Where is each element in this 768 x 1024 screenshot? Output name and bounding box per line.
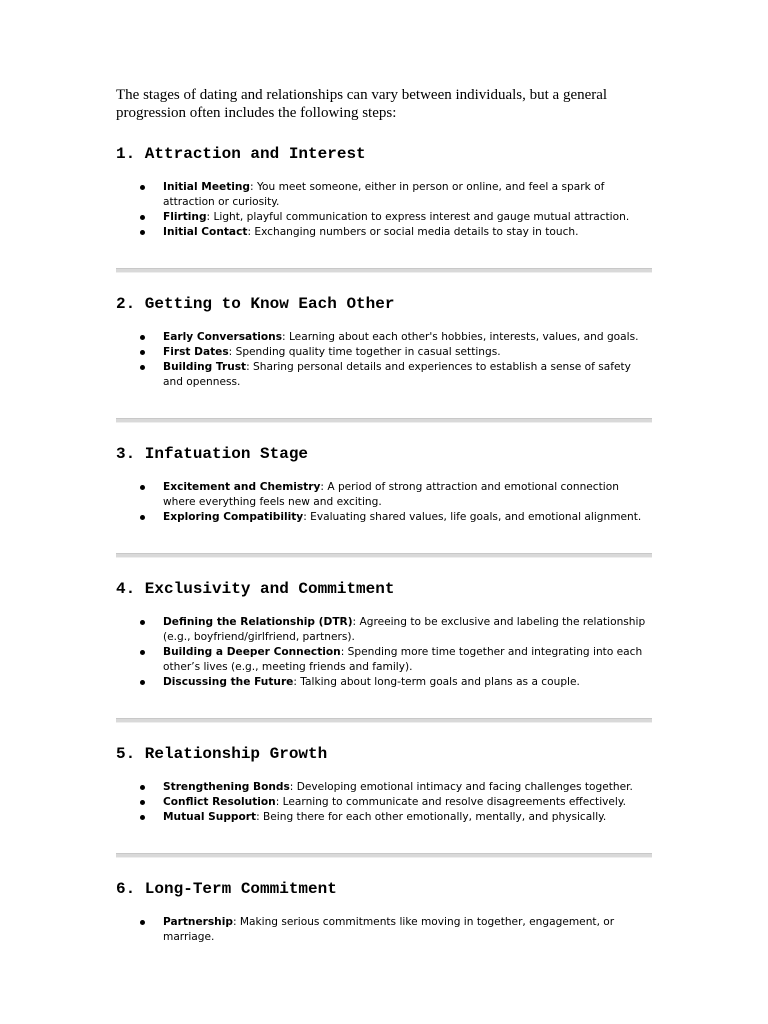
section-5 bbox=[116, 744, 652, 858]
item-description: : Exchanging numbers or social media details to stay in touch. bbox=[247, 226, 579, 238]
horizontal-divider bbox=[116, 268, 652, 273]
list-item bbox=[116, 645, 652, 675]
section-heading: 1. Attraction and Interest bbox=[116, 145, 366, 163]
section-heading: 4. Exclusivity and Commitment bbox=[116, 580, 395, 598]
horizontal-divider bbox=[116, 718, 652, 723]
bullet-dot-icon bbox=[140, 350, 145, 355]
bullet-dot-icon bbox=[140, 785, 145, 790]
section-heading: 2. Getting to Know Each Other bbox=[116, 295, 395, 313]
list-item bbox=[116, 480, 652, 510]
horizontal-divider bbox=[116, 853, 652, 858]
bullet-dot-icon bbox=[140, 185, 145, 190]
bullet-list bbox=[116, 915, 652, 945]
item-description: : Talking about long-term goals and plans as a couple. bbox=[293, 676, 580, 688]
list-item bbox=[116, 180, 652, 210]
item-term: First Dates bbox=[163, 346, 229, 358]
bullet-dot-icon bbox=[140, 620, 145, 625]
section-3 bbox=[116, 444, 652, 558]
list-item bbox=[116, 915, 652, 945]
item-term: Early Conversations bbox=[163, 331, 283, 343]
bullet-list bbox=[116, 615, 652, 690]
bullet-dot-icon bbox=[140, 800, 145, 805]
item-description: : Spending more time together and integrating into each other’s lives (e.g., meeting friends and family). bbox=[163, 646, 643, 673]
section-heading: 3. Infatuation Stage bbox=[116, 445, 309, 463]
bullet-dot-icon bbox=[140, 680, 145, 685]
item-description: : Spending quality time together in casual settings. bbox=[228, 346, 501, 358]
list-item bbox=[116, 675, 652, 690]
bullet-dot-icon bbox=[140, 485, 145, 490]
item-description: : Sharing personal details and experiences to establish a sense of safety and openness. bbox=[163, 361, 631, 388]
item-description: : Light, playful communication to express interest and gauge mutual attraction. bbox=[206, 211, 630, 223]
bullet-list bbox=[116, 180, 652, 240]
list-item bbox=[116, 210, 652, 225]
bullet-list bbox=[116, 480, 652, 525]
bullet-list bbox=[116, 330, 652, 390]
item-description: : Learning to communicate and resolve disagreements effectively. bbox=[275, 796, 627, 808]
item-term: Conflict Resolution bbox=[163, 796, 276, 808]
item-description: : A period of strong attraction and emotional connection where everything feels new and exciting. bbox=[163, 481, 619, 508]
item-term: Excitement and Chemistry bbox=[163, 481, 321, 493]
bullet-dot-icon bbox=[140, 650, 145, 655]
list-item bbox=[116, 780, 652, 795]
item-term: Exploring Compatibility bbox=[163, 511, 304, 523]
item-description: : Making serious commitments like moving in together, engagement, or marriage. bbox=[163, 916, 615, 943]
list-item bbox=[116, 345, 652, 360]
list-item bbox=[116, 510, 652, 525]
document-page bbox=[116, 86, 652, 945]
list-item bbox=[116, 810, 652, 825]
bullet-dot-icon bbox=[140, 815, 145, 820]
list-item bbox=[116, 615, 652, 645]
intro-paragraph: The stages of dating and relationships can vary between individuals, but a general progression often includes the following steps: bbox=[116, 87, 608, 121]
horizontal-divider bbox=[116, 418, 652, 423]
list-item bbox=[116, 225, 652, 240]
item-description: : You meet someone, either in person or online, and feel a spark of attraction or curiosity. bbox=[163, 181, 605, 208]
item-term: Strengthening Bonds bbox=[163, 781, 290, 793]
horizontal-divider bbox=[116, 553, 652, 558]
item-term: Initial Meeting bbox=[163, 181, 251, 193]
section-heading: 6. Long-Term Commitment bbox=[116, 880, 337, 898]
section-heading: 5. Relationship Growth bbox=[116, 745, 328, 763]
bullet-list bbox=[116, 780, 652, 825]
section-4 bbox=[116, 579, 652, 723]
item-term: Initial Contact bbox=[163, 226, 248, 238]
item-description: : Evaluating shared values, life goals, and emotional alignment. bbox=[303, 511, 642, 523]
section-6 bbox=[116, 879, 652, 945]
bullet-dot-icon bbox=[140, 230, 145, 235]
list-item bbox=[116, 360, 652, 390]
item-description: : Agreeing to be exclusive and labeling the relationship (e.g., boyfriend/girlfriend, partners). bbox=[163, 616, 646, 643]
list-item bbox=[116, 795, 652, 810]
list-item bbox=[116, 330, 652, 345]
bullet-dot-icon bbox=[140, 335, 145, 340]
bullet-dot-icon bbox=[140, 920, 145, 925]
item-term: Mutual Support bbox=[163, 811, 257, 823]
item-description: : Being there for each other emotionally, mentally, and physically. bbox=[256, 811, 607, 823]
section-1 bbox=[116, 144, 652, 273]
bullet-dot-icon bbox=[140, 515, 145, 520]
bullet-dot-icon bbox=[140, 215, 145, 220]
item-term: Defining the Relationship (DTR) bbox=[163, 616, 353, 628]
item-description: : Developing emotional intimacy and facing challenges together. bbox=[289, 781, 633, 793]
item-term: Discussing the Future bbox=[163, 676, 294, 688]
item-description: : Learning about each other's hobbies, interests, values, and goals. bbox=[282, 331, 639, 343]
bullet-dot-icon bbox=[140, 365, 145, 370]
item-term: Building Trust bbox=[163, 361, 247, 373]
section-2 bbox=[116, 294, 652, 423]
sections-container bbox=[116, 144, 652, 945]
item-term: Partnership bbox=[163, 916, 233, 928]
item-term: Building a Deeper Connection bbox=[163, 646, 341, 658]
item-term: Flirting bbox=[163, 211, 207, 223]
